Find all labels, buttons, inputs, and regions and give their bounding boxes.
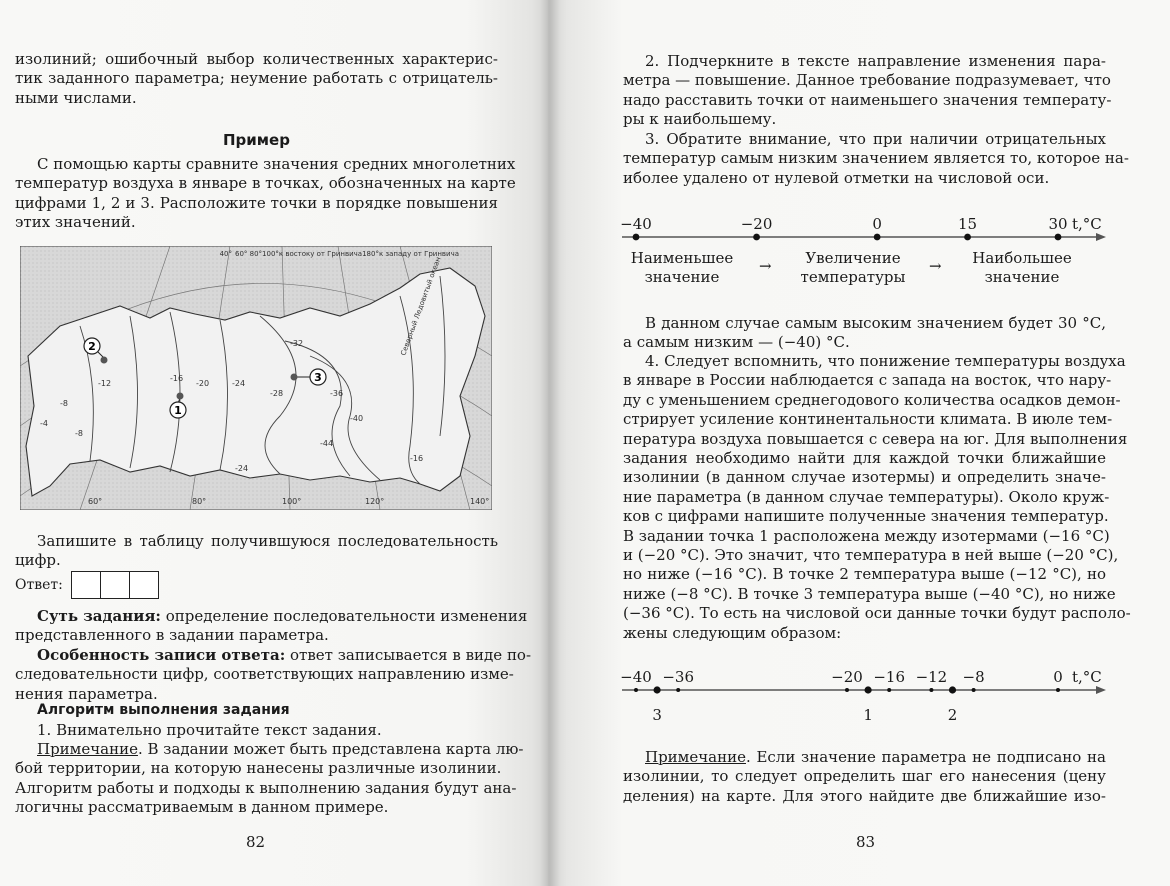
tick-label: −36 (662, 668, 695, 686)
text-line: С помощью карты сравните значения средних многолетних (37, 155, 516, 173)
tick-dot (874, 234, 881, 241)
text-line: логичны рассматриваемым в данном примере. (15, 798, 389, 817)
tick-dot (1056, 688, 1060, 692)
label-mid-line: Увеличение (805, 249, 901, 267)
isotherm-label: -28 (270, 389, 284, 398)
isotherm-label: -4 (40, 419, 48, 428)
text-line: цифр. (15, 551, 61, 570)
label-mid-line: температуры (800, 268, 906, 286)
point-2-label: 2 (947, 706, 958, 724)
text-line: задания необходимо найти для каждой точки ближайшие (623, 449, 1106, 468)
text-line: 4. Следует вспомнить, что понижение температуры воздуха (645, 352, 1126, 370)
essence-paragraph (15, 607, 528, 646)
isotherm-label: -16 (410, 454, 424, 463)
step-4-paragraph (623, 352, 1131, 643)
text-line: Алгоритм работы и подходы к выполнению задания будут ана- (15, 778, 517, 797)
text-line (15, 607, 528, 626)
text-line: представленного в задании параметра. (15, 626, 329, 645)
record-paragraph (15, 532, 498, 571)
text-line: ниже (−8 °С). В точке 3 температура выше (−40 °С), но ниже (623, 584, 1116, 603)
answer-cell[interactable] (100, 571, 130, 599)
tick-label: 15 (958, 215, 978, 233)
intro-paragraph (15, 50, 498, 108)
isotherm-label: -16 (170, 374, 184, 383)
isotherm-label: -20 (196, 379, 210, 388)
text-line: надо расставить точки от наименьшего значения температу- (623, 90, 1112, 109)
text-line: ду с уменьшением среднегодового количества осадков демон- (623, 390, 1121, 409)
page-number-right: 83 (856, 833, 876, 851)
text-line: бой территории, на которую нанесены различные изолинии. (15, 759, 502, 778)
text-line: изолинии, то следует определить шаг его нанесения (цену (623, 767, 1106, 786)
tick-dot (845, 688, 849, 692)
text-line (623, 748, 1106, 767)
point-3-label: 3 (652, 706, 662, 724)
isotherm-label: -32 (290, 339, 304, 348)
text-line: этих значений. (15, 213, 136, 232)
tick-dot (633, 234, 640, 241)
label-max-line: значение (984, 268, 1060, 286)
map-point-2: 2 (88, 340, 96, 353)
tick-dot (964, 234, 971, 241)
text-line: но ниже (−16 °С). В точке 2 температура выше (−12 °С), но (623, 565, 1106, 584)
number-line-1 (618, 210, 1108, 246)
number-line-2 (618, 660, 1108, 728)
tick-label: −12 (915, 668, 948, 686)
step-2-paragraph (623, 52, 1112, 130)
tick-label: −20 (831, 668, 863, 686)
text-line: цифрами 1, 2 и 3. Расположите точки в порядке повышения (15, 193, 498, 212)
tick-dot (929, 688, 933, 692)
tick-dot (972, 688, 976, 692)
example-heading: Пример (223, 131, 290, 149)
isotherm-label: -36 (330, 389, 344, 398)
note-label: Примечание (645, 748, 746, 766)
text-line: 2. Подчеркните в тексте направление изменения пара- (645, 52, 1106, 70)
text-line: изолиний; ошибочный выбор количественных характерис- (15, 50, 498, 68)
isotherm-label: -8 (75, 429, 83, 438)
label-min-line: значение (644, 268, 720, 286)
page-number-left: 82 (246, 833, 266, 851)
text-segment: определение последовательности изменения (165, 607, 528, 625)
isotherm-label: -44 (320, 439, 334, 448)
arrow-right-icon: → (929, 257, 942, 275)
label-max-line: Наибольшее (972, 249, 1072, 267)
answer-boxes[interactable] (72, 571, 159, 599)
text-line: 3. Обратите внимание, что при наличии отрицательных (645, 130, 1106, 148)
text-line: стрирует усиление континентальности климата. В июле тем- (623, 410, 1113, 429)
axis-unit-label: t,°C (1072, 668, 1102, 686)
text-line: температур воздуха в январе в точках, обозначенных на карте (15, 174, 516, 193)
isotherm-label: -40 (350, 414, 364, 423)
tick-label: 0 (1053, 668, 1063, 686)
step-1: 1. Внимательно прочитайте текст задания. (37, 721, 382, 739)
tick-label: −40 (620, 215, 652, 233)
isotherm-label: -12 (98, 379, 112, 388)
text-line: в январе в России наблюдается с запада на восток, что нару- (623, 371, 1112, 390)
text-line: и (−20 °С). Это значит, что температура в ней выше (−20 °С), (623, 546, 1119, 565)
isotherm-map (20, 246, 492, 510)
axis-arrow-icon (1096, 233, 1106, 241)
point-3-marker (654, 686, 661, 693)
point-1-label: 1 (863, 706, 873, 724)
text-line: Запишите в таблицу получившуюся последовательность (37, 532, 498, 550)
map-sea-label: Северный Ледовитый океан (399, 255, 443, 357)
tick-label: 0 (872, 215, 882, 233)
text-line: В задании точка 1 расположена между изотермами (−16 °С) (623, 526, 1110, 545)
longitude-label: 140° (470, 497, 490, 506)
tick-label: −8 (962, 668, 985, 686)
left-note-paragraph (15, 740, 524, 818)
map-point-3: 3 (314, 371, 322, 384)
text-line: нения параметра. (15, 684, 158, 703)
book-gutter (540, 0, 560, 886)
step-3-paragraph (623, 130, 1129, 188)
tick-label: −20 (740, 215, 773, 233)
text-line: деления) на карте. Для этого найдите две ближайшие изо- (623, 786, 1106, 805)
text-line: ры к наибольшему. (623, 110, 777, 129)
map-label-40: 40° (219, 250, 232, 258)
text-line: пература воздуха повышается с севера на юг. Для выполнения (623, 429, 1128, 448)
label-min-line: Наименьшее (630, 249, 734, 267)
text-line: иболее удалено от нулевой отметки на числовой оси. (623, 168, 1050, 187)
text-line: тик заданного параметра; неумение работать с отрицатель- (15, 69, 498, 88)
feature-label: Особенность записи ответа: (37, 646, 286, 664)
tick-dot (753, 234, 760, 241)
map-point-1: 1 (174, 404, 182, 417)
text-line: ными числами. (15, 88, 137, 107)
tick-label: −40 (620, 668, 652, 686)
longitude-label: 80° (192, 497, 207, 506)
answer-cell[interactable] (71, 571, 101, 599)
text-line (15, 646, 532, 665)
label-mid (790, 249, 916, 287)
text-line: температур самым низким значением является то, которое на- (623, 149, 1129, 168)
longitude-label: 100° (282, 497, 302, 506)
text-line: а самым низким — (−40) °С. (623, 333, 850, 352)
isotherm-label: -8 (60, 399, 68, 408)
text-line: метра — повышение. Данное требование подразумевает, что (623, 71, 1111, 90)
tick-dot (676, 688, 680, 692)
answer-label: Ответ: (15, 577, 63, 593)
label-max (962, 249, 1082, 287)
task-paragraph (15, 155, 516, 233)
tick-dot (1055, 234, 1062, 241)
map-header-text: 60° 80°100°к востоку от Гринвича180°к западу от Гринвича (235, 250, 460, 258)
isotherm-label: -24 (232, 379, 246, 388)
tick-dot (634, 688, 638, 692)
label-min (622, 249, 742, 287)
text-line: следовательности цифр, соответствующих направлению изме- (15, 665, 514, 684)
text-line: жены следующим образом: (623, 623, 842, 642)
text-line (15, 740, 524, 759)
answer-cell[interactable] (129, 571, 159, 599)
point-1-marker (865, 686, 872, 693)
tick-label: 30 (1048, 215, 1068, 233)
arrow-right-icon: → (759, 257, 772, 275)
note-label: Примечание (37, 740, 138, 758)
text-line: (−36 °С). То есть на числовой оси данные точки будут располо- (623, 604, 1131, 623)
text-line: ние параметра (в данном случае температуры). Около круж- (623, 487, 1110, 506)
feature-paragraph (15, 646, 532, 704)
right-note-paragraph (623, 748, 1106, 806)
text-segment: . Если значение параметра не подписано на (745, 748, 1106, 766)
text-line: В данном случае самым высоким значением будет 30 °С, (645, 314, 1106, 332)
isotherm-label: -24 (235, 464, 249, 473)
point-2-marker (949, 686, 956, 693)
tick-dot (887, 688, 891, 692)
mid-paragraph (623, 314, 1106, 353)
longitude-label: 60° (88, 497, 103, 506)
text-segment: . В задании может быть представлена карта лю- (137, 740, 524, 758)
text-segment: ответ записывается в виде по- (290, 646, 532, 664)
algorithm-heading: Алгоритм выполнения задания (37, 702, 290, 718)
longitude-label: 120° (365, 497, 385, 506)
tick-label: −16 (873, 668, 906, 686)
axis-unit-label: t,°C (1072, 215, 1102, 233)
text-line: изолинии (в данном случае изотермы) и определить значе- (623, 468, 1106, 487)
essence-label: Суть задания: (37, 607, 161, 625)
axis-arrow-icon (1096, 686, 1106, 694)
text-line: ков с цифрами напишите полученные значения температур. (623, 507, 1109, 526)
